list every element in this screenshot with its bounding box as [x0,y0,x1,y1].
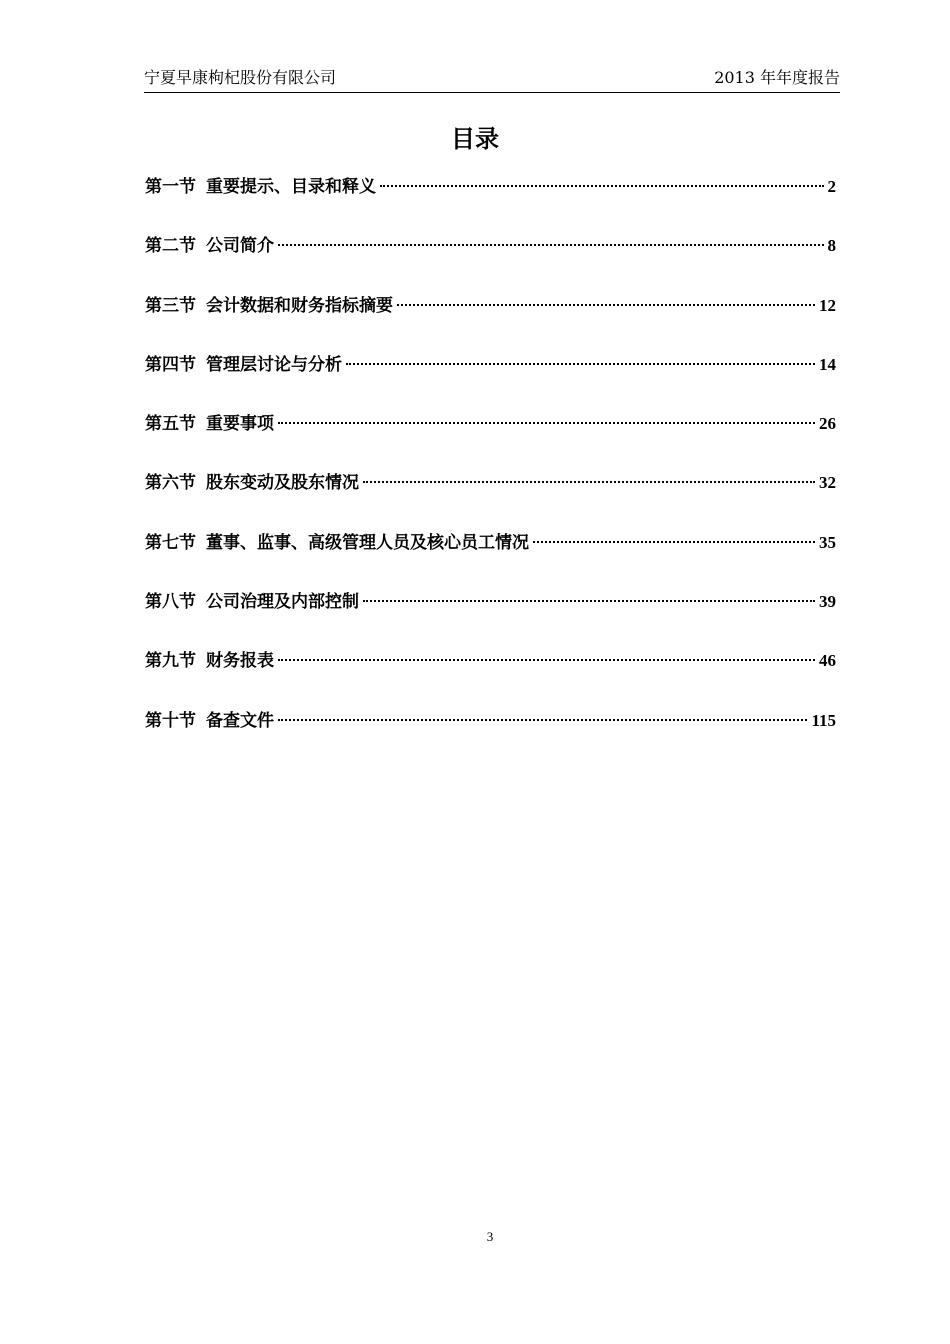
toc-dot-leader [278,244,824,246]
toc-entry[interactable] [145,293,836,352]
toc-section-name: 重要提示、目录和释义 [206,177,376,197]
toc-section-name: 公司治理及内部控制 [206,592,359,613]
toc-section-number: 第三节 [145,295,196,316]
toc-page-number: 26 [819,414,836,434]
toc-section-number: 第八节 [145,592,196,613]
toc-section-number: 第五节 [145,414,196,435]
toc-dot-leader [363,481,815,483]
toc-dot-leader [278,422,815,424]
header-company-name: 宁夏早康枸杞股份有限公司 [144,68,337,87]
toc-section-name: 备查文件 [206,710,274,731]
header-report-title: 2013 年年度报告 [714,68,840,87]
toc-page-number: 39 [819,592,836,612]
toc-page-number: 14 [819,354,836,374]
toc-page-number: 35 [819,532,836,552]
toc-section-number: 第七节 [145,532,196,553]
toc-section-number: 第四节 [145,354,196,375]
toc-entry[interactable] [145,233,836,292]
toc-entry[interactable] [145,648,836,707]
toc-section-number: 第一节 [145,177,196,197]
toc-entry[interactable] [145,470,836,529]
toc-dot-leader [380,185,824,187]
page-footer-number: 3 [486,1229,494,1244]
toc-section-name: 公司简介 [206,236,274,257]
toc-entry[interactable] [145,411,836,470]
toc-section-name: 董事、监事、高级管理人员及核心员工情况 [206,532,529,553]
toc-page-number: 12 [819,295,836,315]
page-header [144,66,840,93]
toc-page-number: 32 [819,473,836,493]
toc-section-name: 会计数据和财务指标摘要 [206,295,393,316]
toc-dot-leader [397,304,815,306]
toc-dot-leader [346,363,815,365]
toc-page-number: 115 [811,710,836,730]
toc-page-number: 46 [819,651,836,671]
toc-section-number: 第九节 [145,651,196,672]
toc-section-name: 财务报表 [206,651,274,672]
toc-section-number: 第六节 [145,473,196,494]
toc-list [145,174,836,767]
toc-section-number: 第二节 [145,236,196,257]
toc-dot-leader [278,659,815,661]
toc-section-number: 第十节 [145,710,196,731]
toc-entry[interactable] [145,530,836,589]
toc-title: 目录 [451,125,499,153]
toc-dot-leader [533,541,815,543]
toc-section-name: 管理层讨论与分析 [206,354,342,375]
toc-entry[interactable] [145,352,836,411]
toc-entry[interactable] [145,589,836,648]
toc-page-number: 2 [827,177,836,196]
toc-section-name: 股东变动及股东情况 [206,473,359,494]
toc-entry[interactable] [145,174,836,233]
toc-page-number: 8 [827,236,836,256]
toc-section-name: 重要事项 [206,414,274,435]
toc-dot-leader [278,719,807,721]
toc-dot-leader [363,600,815,602]
toc-entry[interactable] [145,708,836,767]
